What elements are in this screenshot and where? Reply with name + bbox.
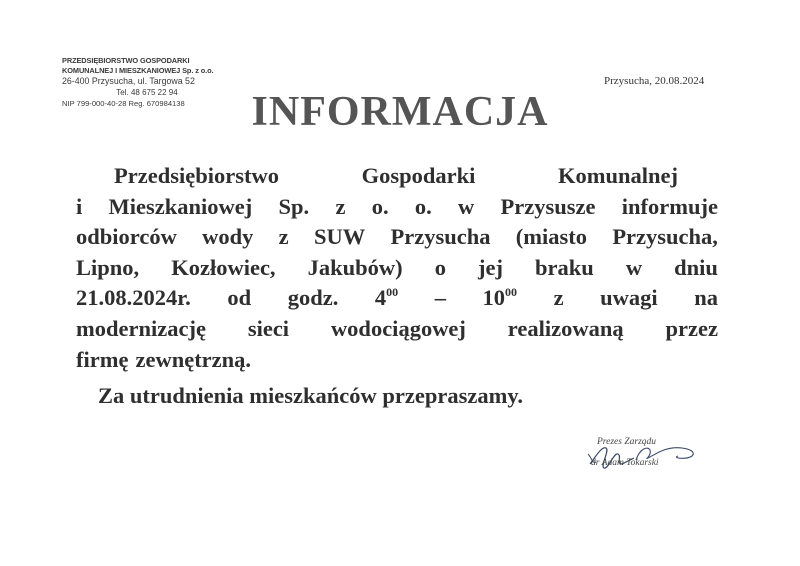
signer-role: Prezes Zarządu	[597, 437, 657, 447]
word: z	[278, 224, 289, 250]
body-line-2	[76, 192, 718, 223]
document-title: INFORMACJA	[251, 89, 549, 135]
notice-body	[76, 161, 718, 375]
apology-line: Za utrudnienia mieszkańców przepraszamy.	[98, 383, 523, 408]
body-line-1	[76, 161, 718, 192]
word: i	[76, 193, 83, 219]
word: o.	[414, 193, 432, 219]
word: realizowaną	[507, 315, 624, 341]
start-hour: 4	[374, 285, 387, 311]
word: firmę	[76, 346, 129, 372]
word: zewnętrzną.	[135, 346, 252, 372]
word: dniu	[674, 254, 718, 280]
word: Jakubów)	[307, 254, 403, 280]
word: Przysusze	[500, 193, 596, 219]
word: odbiorców	[76, 224, 177, 250]
body-line-4	[76, 253, 718, 284]
word: modernizację	[76, 315, 206, 341]
word: Lipno,	[76, 254, 140, 280]
word: Kozłowiec,	[171, 254, 276, 280]
word: Przysucha	[390, 224, 491, 250]
end-minutes: 00	[505, 285, 517, 300]
body-line-5	[76, 283, 718, 314]
end-hour: 10	[482, 285, 505, 311]
document-date: Przysucha, 20.08.2024	[604, 75, 705, 87]
word: jej	[478, 254, 503, 280]
word: Sp.	[278, 193, 310, 219]
word: Komunalnej	[557, 163, 678, 188]
start-minutes: 00	[386, 285, 399, 300]
word: w	[625, 254, 643, 280]
stamp-nip-regon: NIP 799-000-40-28 Reg. 670984138	[62, 99, 185, 108]
word: o.	[371, 193, 389, 219]
word: na	[694, 285, 718, 311]
stamp-phone: Tel. 48 675 22 94	[116, 88, 178, 97]
body-line-6	[76, 314, 718, 345]
word: wodociągowej	[330, 315, 466, 341]
signature-block	[586, 434, 706, 482]
word: braku	[535, 254, 594, 280]
body-line-3	[76, 222, 718, 253]
word: informuje	[621, 193, 718, 219]
end-time	[483, 283, 518, 314]
word: SUW	[313, 224, 366, 250]
time-dash: –	[434, 285, 446, 311]
word: od	[227, 285, 252, 311]
word: z	[335, 193, 346, 219]
word: przez	[665, 315, 718, 341]
word: w	[458, 193, 475, 219]
stamp-company-name-1: PRZEDSIĘBIORSTWO GOSPODARKI	[62, 56, 190, 65]
word: wody	[202, 224, 254, 250]
word: Przedsiębiorstwo	[114, 163, 279, 188]
outage-date: 21.08.2024r.	[76, 285, 191, 311]
word: Mieszkaniowej	[108, 193, 253, 219]
word: sieci	[247, 315, 290, 341]
word: o	[434, 254, 446, 280]
signer-name: dr Adam Tokarski	[591, 458, 659, 468]
stamp-company-name-2: KOMUNALNEJ I MIESZKANIOWEJ Sp. z o.o.	[62, 66, 214, 75]
body-line-7	[76, 345, 718, 376]
stamp-address: 26-400 Przysucha, ul. Targowa 52	[62, 76, 195, 86]
word: z	[553, 285, 564, 311]
start-time	[375, 283, 398, 314]
word: (miasto	[515, 224, 588, 250]
word: uwagi	[600, 285, 658, 311]
word: godz.	[287, 285, 339, 311]
word: Gospodarki	[361, 163, 476, 188]
word: Przysucha,	[612, 224, 718, 250]
